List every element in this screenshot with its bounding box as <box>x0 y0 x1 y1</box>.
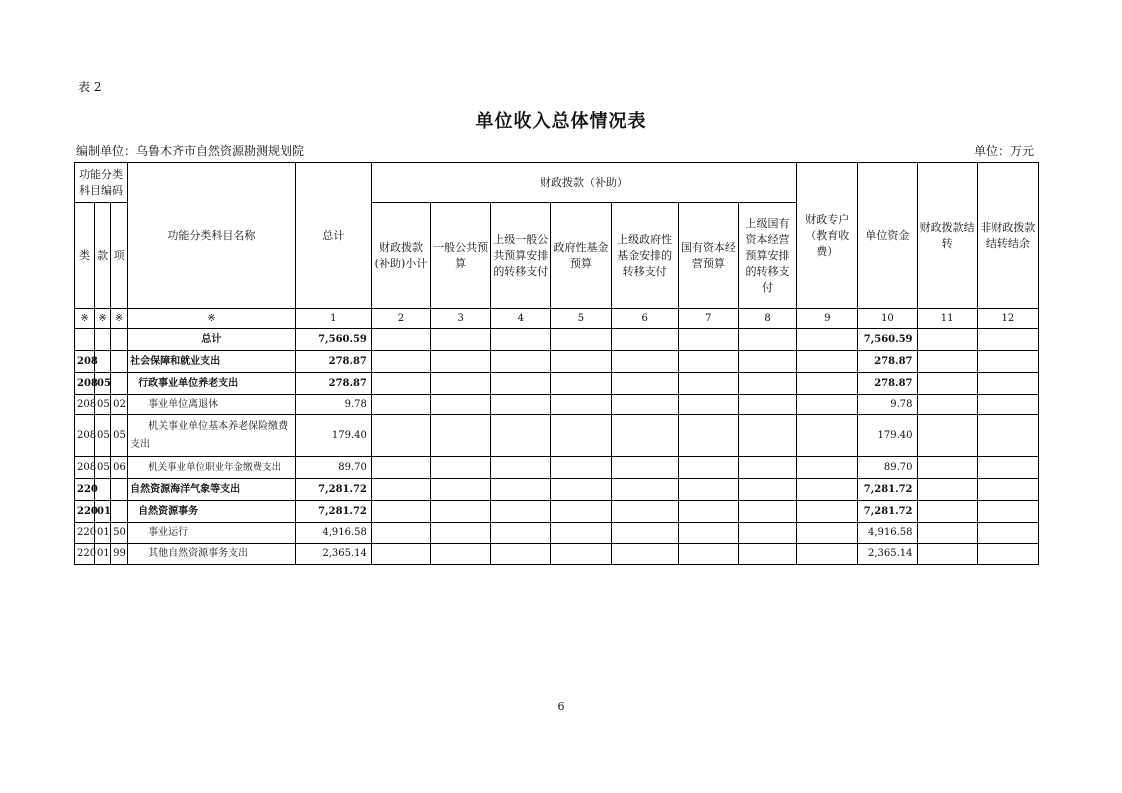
kuan-code: 05 <box>95 415 111 457</box>
index-cell: 12 <box>977 309 1038 329</box>
lei-code: 208 <box>75 457 95 479</box>
xiang-code <box>111 351 128 373</box>
unit-funds-value: 89.70 <box>858 457 917 479</box>
header-total: 总计 <box>295 163 371 309</box>
index-cell: 10 <box>858 309 917 329</box>
item-name: 事业单位离退休 <box>128 395 296 415</box>
xiang-code: 99 <box>111 544 128 565</box>
unit-funds-value: 179.40 <box>858 415 917 457</box>
header-func-code: 功能分类科目编码 <box>75 163 128 203</box>
lei-code: 220 <box>75 544 95 565</box>
index-cell: 2 <box>371 309 430 329</box>
unit-funds-value: 278.87 <box>858 373 917 395</box>
lei-code: 220 <box>75 479 95 501</box>
xiang-code: 02 <box>111 395 128 415</box>
lei-code: 208 <box>75 373 95 395</box>
item-name: 机关事业单位基本养老保险缴费支出 <box>128 415 296 457</box>
table-number: 表 2 <box>78 80 102 94</box>
index-cell: 6 <box>611 309 678 329</box>
page-number: 6 <box>557 700 565 713</box>
xiang-code <box>111 329 128 351</box>
total-value: 278.87 <box>295 373 371 395</box>
table-row <box>75 395 1039 415</box>
index-cell: 9 <box>797 309 858 329</box>
header-special-account: 财政专户（教育收费） <box>797 163 858 309</box>
header-fiscal-carryover: 财政拨款结转 <box>917 163 977 309</box>
kuan-code <box>95 329 111 351</box>
header-upper-state-capital-transfer: 上级国有资本经营预算安排的转移支付 <box>738 203 796 309</box>
header-unit-funds: 单位资金 <box>858 163 917 309</box>
index-cell: ※ <box>111 309 128 329</box>
item-name: 总计 <box>128 329 296 351</box>
header-func-name: 功能分类科目名称 <box>128 163 296 309</box>
total-value: 89.70 <box>295 457 371 479</box>
table-row <box>75 457 1039 479</box>
header-upper-gov-fund-transfer: 上级政府性基金安排的转移支付 <box>611 203 678 309</box>
page-title: 单位收入总体情况表 <box>475 111 647 132</box>
index-cell: ※ <box>75 309 95 329</box>
lei-code: 220 <box>75 523 95 544</box>
table-row <box>75 415 1039 457</box>
header-general-budget: 一般公共预算 <box>431 203 491 309</box>
unit-funds-value: 278.87 <box>858 351 917 373</box>
xiang-code <box>111 501 128 523</box>
kuan-code: 05 <box>95 373 111 395</box>
header-fiscal-subtotal: 财政拨款(补助)小计 <box>371 203 430 309</box>
total-value: 179.40 <box>295 415 371 457</box>
index-cell: 3 <box>431 309 491 329</box>
total-value: 7,281.72 <box>295 501 371 523</box>
xiang-code: 50 <box>111 523 128 544</box>
unit-funds-value: 7,560.59 <box>858 329 917 351</box>
total-value: 4,916.58 <box>295 523 371 544</box>
item-name: 行政事业单位养老支出 <box>128 373 296 395</box>
total-value: 9.78 <box>295 395 371 415</box>
index-cell: 5 <box>551 309 611 329</box>
lei-code: 208 <box>75 351 95 373</box>
currency-unit: 单位：万元 <box>973 144 1034 158</box>
xiang-code <box>111 373 128 395</box>
xiang-code: 06 <box>111 457 128 479</box>
header-gov-fund-budget: 政府性基金预算 <box>551 203 611 309</box>
table-row <box>75 501 1039 523</box>
total-value: 7,560.59 <box>295 329 371 351</box>
kuan-code: 05 <box>95 457 111 479</box>
header-lei: 类 <box>75 203 95 309</box>
table-row <box>75 523 1039 544</box>
item-name: 社会保障和就业支出 <box>128 351 296 373</box>
index-cell: ※ <box>95 309 111 329</box>
item-name: 机关事业单位职业年金缴费支出 <box>128 457 296 479</box>
item-name: 其他自然资源事务支出 <box>128 544 296 565</box>
compiling-unit: 编制单位：乌鲁木齐市自然资源勘测规划院 <box>76 144 305 158</box>
index-cell: 8 <box>738 309 796 329</box>
kuan-code: 01 <box>95 523 111 544</box>
xiang-code <box>111 479 128 501</box>
header-upper-general-transfer: 上级一般公共预算安排的转移支付 <box>491 203 551 309</box>
total-value: 2,365.14 <box>295 544 371 565</box>
index-row <box>75 309 1039 329</box>
index-cell: 7 <box>678 309 738 329</box>
unit-funds-value: 9.78 <box>858 395 917 415</box>
table-row <box>75 329 1039 351</box>
unit-funds-value: 7,281.72 <box>858 479 917 501</box>
lei-code: 220 <box>75 501 95 523</box>
lei-code: 208 <box>75 395 95 415</box>
item-name: 自然资源海洋气象等支出 <box>128 479 296 501</box>
header-xiang: 项 <box>111 203 128 309</box>
index-cell: 1 <box>295 309 371 329</box>
lei-code <box>75 329 95 351</box>
header-fiscal-group: 财政拨款（补助） <box>371 163 796 203</box>
unit-funds-value: 2,365.14 <box>858 544 917 565</box>
xiang-code: 05 <box>111 415 128 457</box>
table-row <box>75 373 1039 395</box>
header-state-capital-budget: 国有资本经营预算 <box>678 203 738 309</box>
index-cell: 11 <box>917 309 977 329</box>
kuan-code: 01 <box>95 544 111 565</box>
income-summary-table <box>74 162 1039 565</box>
kuan-code: 05 <box>95 395 111 415</box>
table-row <box>75 351 1039 373</box>
total-value: 7,281.72 <box>295 479 371 501</box>
header-nonfiscal-carryover: 非财政拨款结转结余 <box>977 163 1038 309</box>
item-name: 事业运行 <box>128 523 296 544</box>
index-cell: ※ <box>128 309 296 329</box>
lei-code: 208 <box>75 415 95 457</box>
item-name: 自然资源事务 <box>128 501 296 523</box>
total-value: 278.87 <box>295 351 371 373</box>
table-row <box>75 479 1039 501</box>
unit-funds-value: 4,916.58 <box>858 523 917 544</box>
header-kuan: 款 <box>95 203 111 309</box>
table-row <box>75 544 1039 565</box>
index-cell: 4 <box>491 309 551 329</box>
unit-funds-value: 7,281.72 <box>858 501 917 523</box>
kuan-code: 01 <box>95 501 111 523</box>
